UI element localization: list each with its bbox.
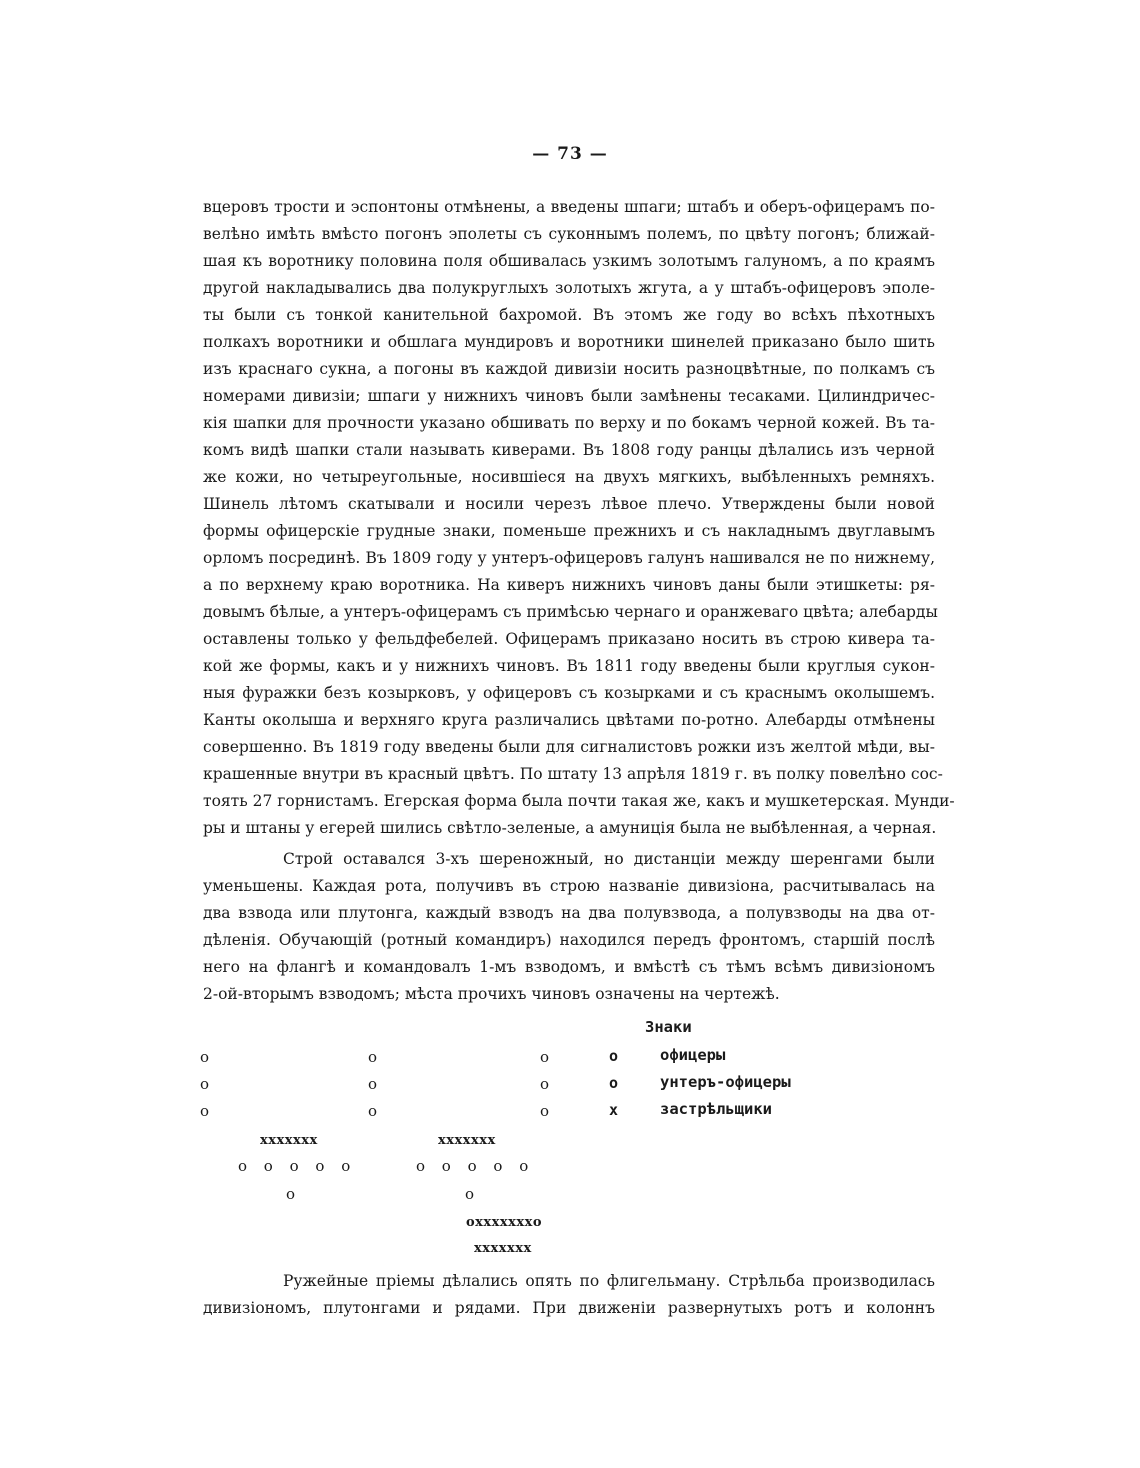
text-line: ты были съ тонкой канительной бахромой. Въ этомъ же году во всѣхъ пѣхотныхъ bbox=[203, 306, 935, 324]
paragraph-drill bbox=[203, 1268, 935, 1322]
text-line: другой накладывались два полукруглыхъ золотыхъ жгута, а у штабъ-офицеровъ эполе- bbox=[203, 279, 935, 297]
nco-mark: o bbox=[286, 1185, 296, 1203]
text-line: а по верхнему краю воротника. На киверъ нижнихъ чиновъ даны были этишкеты: ря- bbox=[203, 576, 935, 594]
text-line: Шинель лѣтомъ скатывали и носили черезъ лѣвое плечо. Утверждены были новой bbox=[203, 495, 935, 513]
text-line: Ружейные пріемы дѣлались опять по флигельману. Стрѣльба производилась bbox=[283, 1272, 935, 1290]
text-line: дивизіономъ, плутонгами и рядами. При движеніи развернутыхъ ротъ и колоннъ bbox=[203, 1299, 935, 1317]
officer-mark: o bbox=[200, 1102, 210, 1120]
officer-mark: o bbox=[368, 1102, 378, 1120]
text-line: Строй оставался 3-хъ шереножный, но дистанціи между шеренгами были bbox=[283, 850, 935, 868]
text-line: орломъ посрединѣ. Въ 1809 году у унтеръ-офицеровъ галунъ нашивался не по нижнему, bbox=[203, 549, 935, 567]
officer-mark: o bbox=[200, 1075, 210, 1093]
legend-symbol: o bbox=[609, 1074, 619, 1092]
text-line: дѣленія. Обучающій (ротный командиръ) находился передъ фронтомъ, старшій послѣ bbox=[203, 931, 935, 949]
officer-mark: o bbox=[540, 1075, 550, 1093]
text-line: оставлены только у фельдфебелей. Офицерамъ приказано носить въ строю кивера та- bbox=[203, 630, 935, 648]
text-line: него на флангѣ и командовалъ 1-мъ взводомъ, и вмѣстѣ съ тѣмъ всѣмъ дивизіономъ bbox=[203, 958, 935, 976]
text-line: комъ видѣ шапки стали называть киверами. Въ 1808 году ранцы дѣлались изъ черной bbox=[203, 441, 935, 459]
text-line: вцеровъ трости и эспонтоны отмѣнены, а введены шпаги; штабъ и оберъ-офицерамъ по- bbox=[203, 198, 935, 216]
text-line: совершенно. Въ 1819 году введены были для сигналистовъ рожки изъ желтой мѣди, вы- bbox=[203, 738, 935, 756]
text-line: шая къ воротнику половина поля обшивалась узкимъ золотымъ галуномъ, а по краямъ bbox=[203, 252, 935, 270]
nco-mark: o bbox=[465, 1185, 475, 1203]
paragraph-formation bbox=[203, 846, 935, 1008]
text-line: изъ краснаго сукна, а погоны въ каждой дивизіи носить разноцвѣтные, по полкамъ съ bbox=[203, 360, 935, 378]
officer-mark: o bbox=[540, 1102, 550, 1120]
text-line: кой же формы, какъ и у нижнихъ чиновъ. Въ 1811 году введены были круглыя сукон- bbox=[203, 657, 935, 675]
nco-row: o o o o o bbox=[238, 1157, 357, 1175]
officer-mark: o bbox=[540, 1048, 550, 1066]
combined-row: oxxxxxxxo bbox=[466, 1215, 543, 1230]
legend-symbol: o bbox=[609, 1047, 619, 1065]
legend-label: офицеры bbox=[660, 1046, 726, 1064]
text-line: Канты околыша и верхняго круга различались цвѣтами по-ротно. Алебарды отмѣнены bbox=[203, 711, 935, 729]
page-number: — 73 — bbox=[532, 144, 608, 164]
skirmisher-row: xxxxxxx bbox=[438, 1133, 496, 1148]
nco-row: o o o o o bbox=[416, 1157, 535, 1175]
paragraph-uniforms bbox=[203, 194, 955, 842]
skirmisher-row: xxxxxxx bbox=[260, 1133, 318, 1148]
text-line: 2-ой-вторымъ взводомъ; мѣста прочихъ чиновъ означены на чертежѣ. bbox=[203, 985, 780, 1003]
legend-label: унтеръ-офицеры bbox=[660, 1073, 791, 1091]
legend-title: Знаки bbox=[645, 1018, 692, 1036]
text-line: ныя фуражки безъ козырковъ, у офицеровъ съ козырками и съ краснымъ околышемъ. bbox=[203, 684, 935, 702]
officer-mark: o bbox=[200, 1048, 210, 1066]
legend-label: застрѣльщики bbox=[660, 1100, 772, 1118]
skirmisher-row: xxxxxxx bbox=[474, 1241, 532, 1256]
text-line: крашенные внутри въ красный цвѣтъ. По штату 13 апрѣля 1819 г. въ полку повелѣно сос- bbox=[203, 765, 943, 783]
text-line: полкахъ воротники и обшлага мундировъ и воротники шинелей приказано было шить bbox=[203, 333, 935, 351]
text-line: номерами дивизіи; шпаги у нижнихъ чиновъ были замѣнены тесаками. Цилиндричес- bbox=[203, 387, 935, 405]
text-line: велѣно имѣть вмѣсто погонъ эполеты съ суконнымъ полемъ, по цвѣту погонъ; ближай- bbox=[203, 225, 935, 243]
text-line: тоять 27 горнистамъ. Егерская форма была почти такая же, какъ и мушкетерская. Мунди- bbox=[203, 792, 955, 810]
text-line: формы офицерскіе грудные знаки, поменьше прежнихъ и съ накладнымъ двуглавымъ bbox=[203, 522, 935, 540]
text-line: ры и штаны у егерей шились свѣтло-зеленые, а амуниція была не выбѣленная, а черная. bbox=[203, 819, 937, 837]
text-line: уменьшены. Каждая рота, получивъ въ строю названіе дивизіона, расчитывалась на bbox=[203, 877, 935, 895]
text-line: два взвода или плутонга, каждый взводъ на два полувзвода, а полувзводы на два от- bbox=[203, 904, 935, 922]
text-line: же кожи, но четыреугольные, носившіеся на двухъ мягкихъ, выбѣленныхъ ремняхъ. bbox=[203, 468, 935, 486]
text-line: довымъ бѣлые, а унтеръ-офицерамъ съ примѣсью чернаго и оранжеваго цвѣта; алебарды bbox=[203, 603, 938, 621]
text-line: кія шапки для прочности указано обшивать по верху и по бокамъ черной кожей. Въ та- bbox=[203, 414, 935, 432]
legend-symbol: x bbox=[609, 1101, 619, 1119]
officer-mark: o bbox=[368, 1048, 378, 1066]
officer-mark: o bbox=[368, 1075, 378, 1093]
